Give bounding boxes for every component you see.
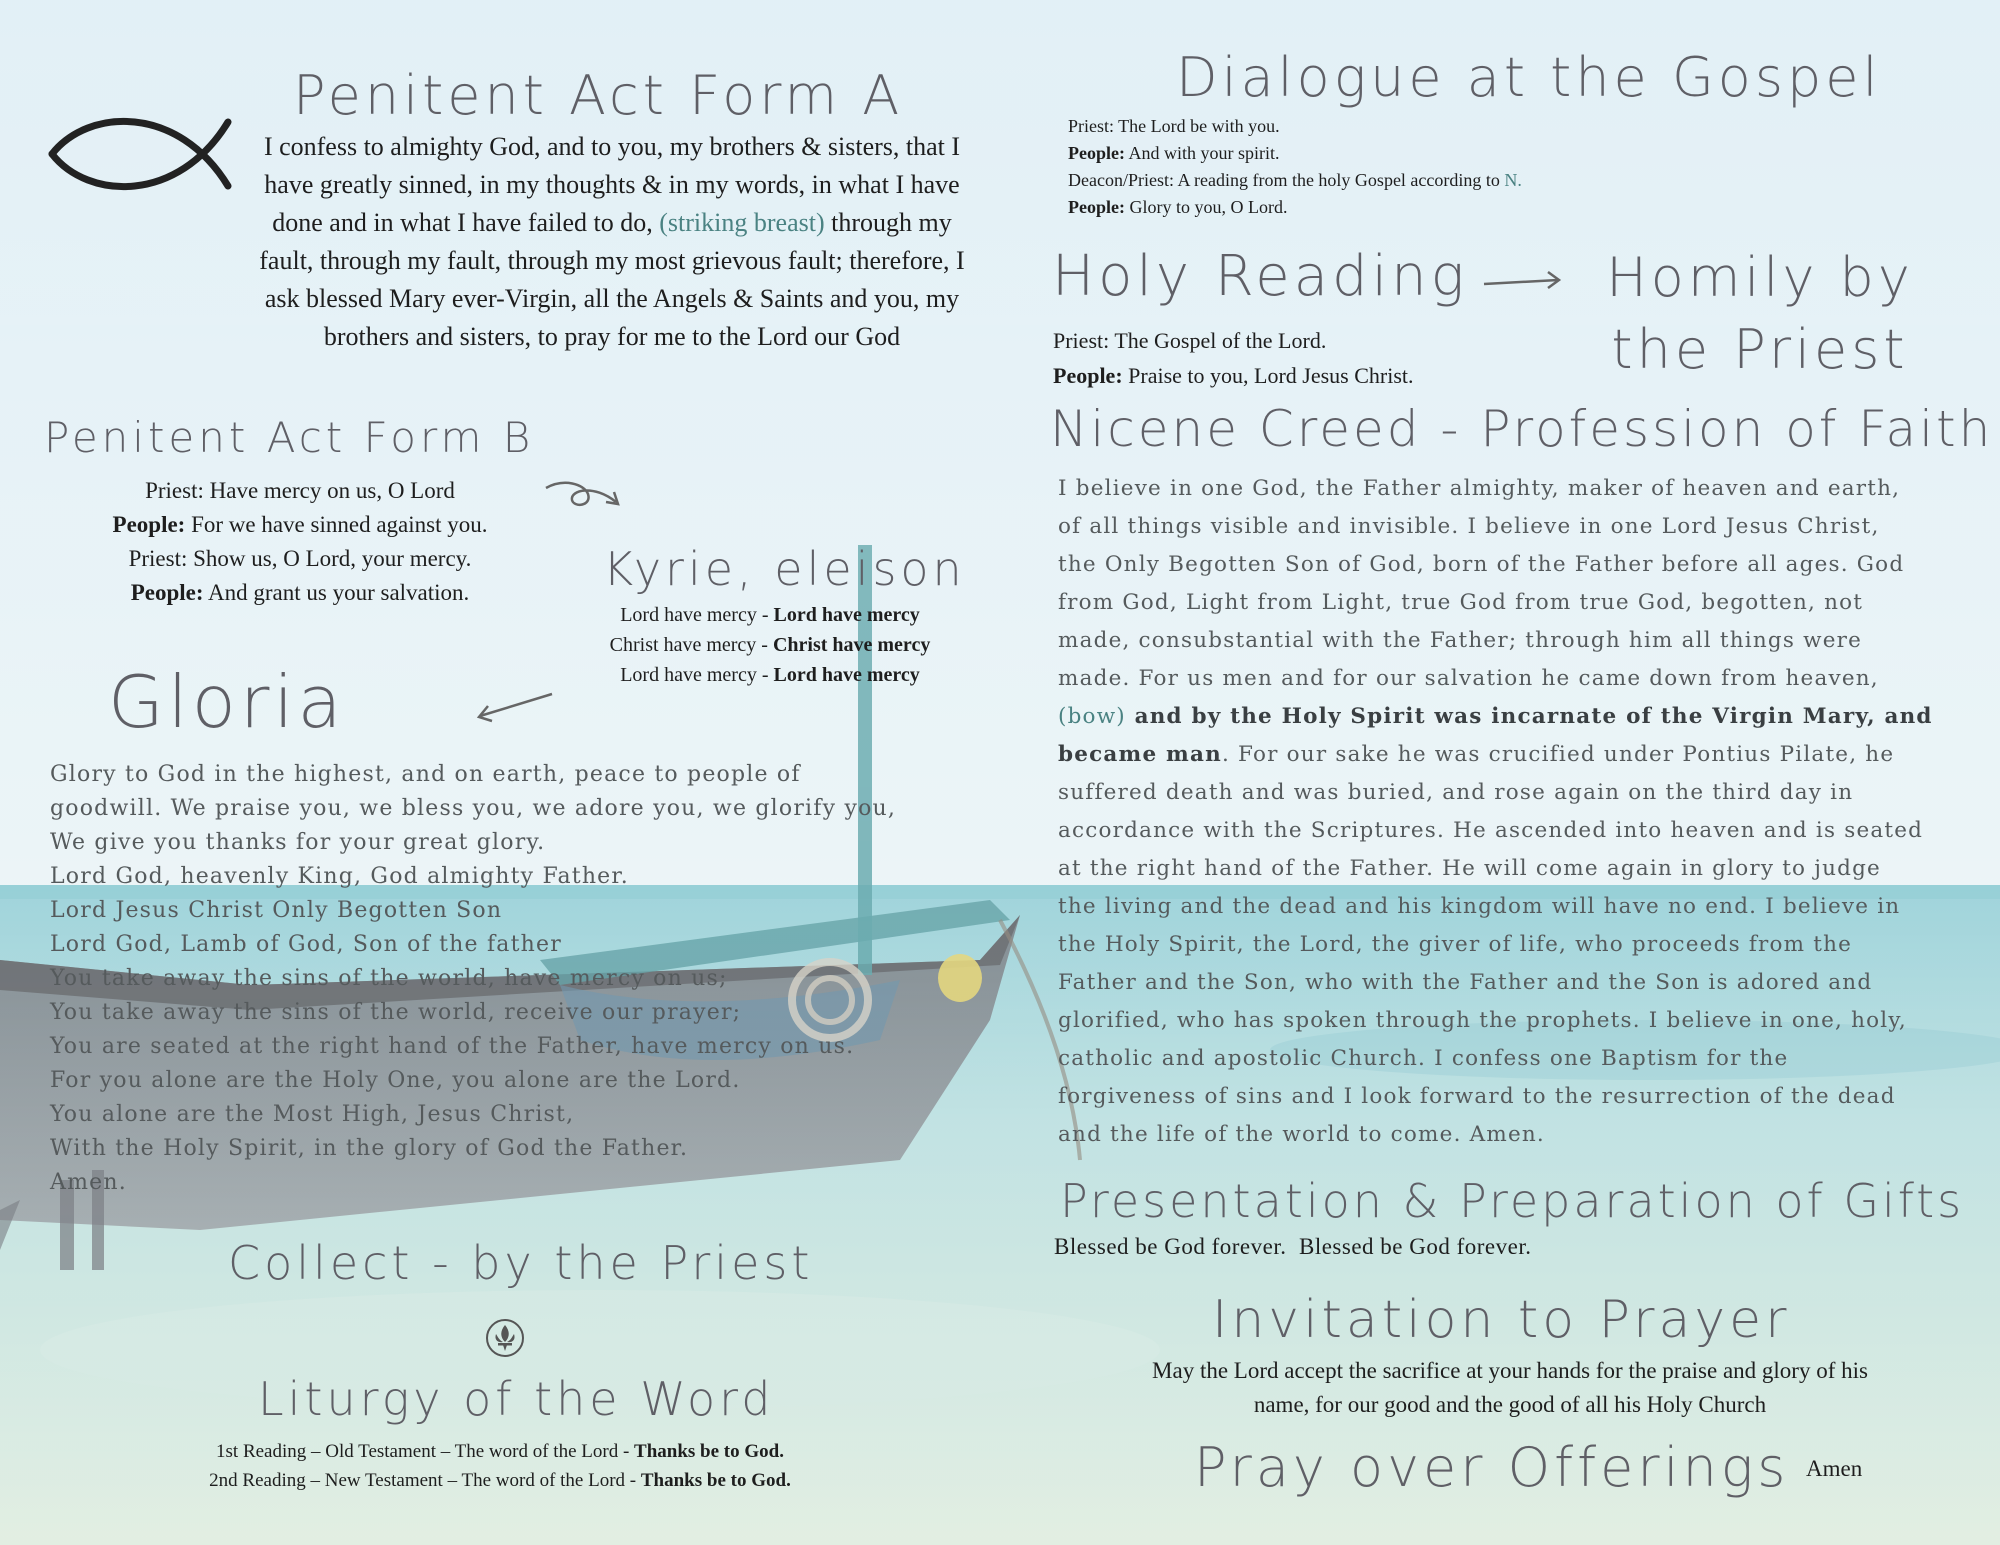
dialogue-line: People: And with your spirit. xyxy=(1068,143,1280,163)
creed-line: made, consubstantial with the Father; through him all things were xyxy=(1058,628,1863,653)
penitent-act-a-text: I confess to almighty God, and to you, my brothers & sisters, that I have greatly sinned, in my thoughts & in my words, in what I have done and in what I have failed to do, (striking breast) through my fault, through my fault, through my most grievous fault; therefore, I ask blessed Mary ever-Virgin, all the Angels & Saints and you, my brothers and sisters, to pray for me to the Lord our God xyxy=(259,132,965,351)
holy-reading-title: Holy Reading xyxy=(1052,244,1469,309)
dialogue-line: People: For we have sinned against you. xyxy=(112,512,488,537)
dialogue-line: People: And grant us your salvation. xyxy=(130,580,470,605)
gloria-line: You take away the sins of the world, receive our prayer; xyxy=(50,1000,742,1025)
creed-line: from God, Light from Light, true God from true God, begotten, not xyxy=(1058,590,1864,615)
dialogue-line: People: Praise to you, Lord Jesus Christ. xyxy=(1053,363,1414,388)
invitation-text xyxy=(1040,1354,1980,1422)
gloria-line: You are seated at the right hand of the Father, have mercy on us. xyxy=(50,1034,855,1059)
creed-line: accordance with the Scriptures. He ascended into heaven and is seated xyxy=(1058,818,1924,843)
dialogue-line: People: Glory to you, O Lord. xyxy=(1068,197,1288,217)
gloria-line: You alone are the Most High, Jesus Christ, xyxy=(50,1102,575,1127)
kyrie-title: Kyrie, eleison xyxy=(603,542,966,596)
creed-line: (bow) and by the Holy Spirit was incarnate of the Virgin Mary, and xyxy=(1058,704,1933,729)
creed-line: glorified, who has spoken through the prophets. I believe in one, holy, xyxy=(1058,1008,1907,1033)
holy-reading-text xyxy=(1053,323,1573,393)
nicene-creed-title: Nicene Creed - Profession of Faith xyxy=(1050,400,1994,458)
creed-line: the Holy Spirit, the Lord, the giver of life, who proceeds from the xyxy=(1058,932,1853,957)
liturgy-word-title: Liturgy of the Word xyxy=(258,1372,775,1426)
dialogue-line: Deacon/Priest: A reading from the holy Gospel according to N. xyxy=(1068,170,1522,190)
gloria-line: Lord God, heavenly King, God almighty Father. xyxy=(50,864,629,889)
gloria-line: For you alone are the Holy One, you alone are the Lord. xyxy=(50,1068,741,1093)
invitation-title: Invitation to Prayer xyxy=(1212,1290,1791,1350)
curly-arrow-icon xyxy=(544,478,624,514)
gloria-line: Lord Jesus Christ Only Begotten Son xyxy=(50,898,503,923)
readings xyxy=(90,1437,910,1495)
nicene-creed-text xyxy=(1058,470,1998,1154)
pray-offerings-title: Pray over Offerings xyxy=(1194,1436,1790,1499)
creed-line: of all things visible and invisible. I believe in one Lord Jesus Christ, xyxy=(1058,514,1880,539)
creed-line: made. For us men and for our salvation he came down from heaven, xyxy=(1058,666,1879,691)
homily-title: Homily by the Priest xyxy=(1606,246,1914,381)
gloria-text xyxy=(50,758,950,1200)
invitation-line: May the Lord accept the sacrifice at your hands for the praise and glory of his xyxy=(1152,1358,1868,1383)
creed-line: Father and the Son, who with the Father and the Son is adored and xyxy=(1058,970,1873,995)
kyrie-line: Lord have mercy - Lord have mercy xyxy=(620,604,920,626)
penitent-act-b-dialogue xyxy=(40,474,560,610)
gospel-dialogue-title: Dialogue at the Gospel xyxy=(1176,46,1882,109)
creed-line: became man. For our sake he was crucified under Pontius Pilate, he xyxy=(1058,742,1895,767)
invitation-line: name, for our good and the good of all his Holy Church xyxy=(1253,1392,1767,1417)
creed-line: the living and the dead and his kingdom will have no end. I believe in xyxy=(1058,894,1901,919)
left-arrow-icon xyxy=(474,690,556,724)
creed-line: catholic and apostolic Church. I confess one Baptism for the xyxy=(1058,1046,1789,1071)
gloria-line: goodwill. We praise you, we bless you, we adore you, we glorify you, xyxy=(50,796,897,821)
penitent-act-a-title: Penitent Act Form A xyxy=(293,64,904,127)
kyrie-line: Lord have mercy - Lord have mercy xyxy=(620,664,920,686)
creed-line: suffered death and was buried, and rose again on the third day in xyxy=(1058,780,1854,805)
gloria-line: You take away the sins of the world, have mercy on us; xyxy=(50,966,728,991)
reading-line: 2nd Reading – New Testament – The word of the Lord - Thanks be to God. xyxy=(209,1470,791,1491)
gloria-line: Lord God, Lamb of God, Son of the father xyxy=(50,932,562,957)
gloria-line: With the Holy Spirit, in the glory of God the Father. xyxy=(50,1136,689,1161)
presentation-title: Presentation & Preparation of Gifts xyxy=(1060,1174,1965,1228)
presentation-text: Blessed be God forever. Blessed be God forever. xyxy=(1054,1234,1532,1259)
penitent-act-b-title: Penitent Act Form B xyxy=(44,413,535,462)
fleur-de-lis-icon xyxy=(485,1318,525,1358)
creed-line: the Only Begotten Son of God, born of the Father before all ages. God xyxy=(1058,552,1905,577)
dialogue-line: Priest: The Gospel of the Lord. xyxy=(1053,328,1327,353)
dialogue-line: Priest: Have mercy on us, O Lord xyxy=(145,478,455,503)
ichthys-fish-icon xyxy=(48,108,234,200)
right-arrow-icon xyxy=(1482,268,1562,292)
reading-line: 1st Reading – Old Testament – The word of the Lord - Thanks be to God. xyxy=(216,1441,784,1462)
collect-title: Collect - by the Priest xyxy=(228,1236,814,1290)
creed-line: forgiveness of sins and I look forward to the resurrection of the dead xyxy=(1058,1084,1896,1109)
gloria-line: Glory to God in the highest, and on earth, peace to people of xyxy=(50,762,801,787)
dialogue-line: Priest: The Lord be with you. xyxy=(1068,116,1280,136)
gloria-line: We give you thanks for your great glory. xyxy=(50,830,546,855)
kyrie-line: Christ have mercy - Christ have mercy xyxy=(609,634,931,656)
amen-response: Amen xyxy=(1806,1456,1863,1481)
gospel-dialogue-text xyxy=(1068,113,1828,221)
gloria-line: Amen. xyxy=(50,1170,127,1195)
creed-line: I believe in one God, the Father almighty, maker of heaven and earth, xyxy=(1058,476,1901,501)
bow-cue: (bow) xyxy=(1058,704,1126,729)
creed-line: at the right hand of the Father. He will come again in glory to judge xyxy=(1058,856,1881,881)
striking-breast-cue: (striking breast) xyxy=(659,208,825,237)
kyrie-responses xyxy=(560,600,980,690)
dialogue-line: Priest: Show us, O Lord, your mercy. xyxy=(128,546,472,571)
gloria-title: Gloria xyxy=(108,660,346,744)
creed-line: and the life of the world to come. Amen. xyxy=(1058,1122,1545,1147)
